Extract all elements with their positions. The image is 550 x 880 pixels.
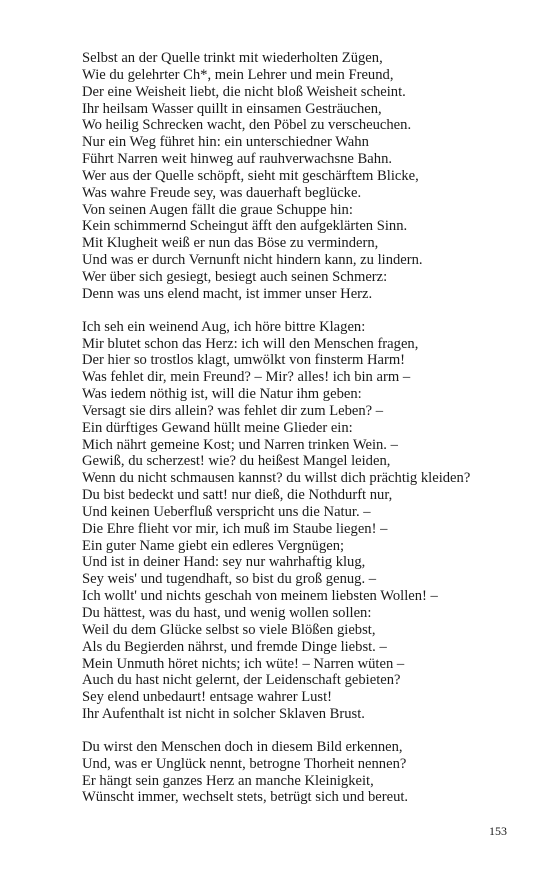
poem-line: Auch du hast nicht gelernt, der Leidenschaft gebieten? [82,672,401,689]
poem-line: Was fehlet dir, mein Freund? – Mir? alles! ich bin arm – [82,369,411,386]
poem-line: Und keinen Ueberfluß verspricht uns die Natur. – [82,503,371,520]
poem-line: Ihr Aufenthalt ist nicht in solcher Sklaven Brust. [82,706,365,723]
poem-line: Gewiß, du scherzest! wie? du heißest Mangel leiden, [82,453,391,470]
poem-line: Mit Klugheit weiß er nun das Böse zu vermindern, [82,235,379,252]
poem-line: Weil du dem Glücke selbst so viele Blößen giebst, [82,621,376,638]
poem-line: Sey weis' und tugendhaft, so bist du groß genug. – [82,571,377,588]
poem-line: Du hättest, was du hast, und wenig wollen sollen: [82,605,372,621]
poem-line: Ich wollt' und nichts geschah von meinem liebsten Wollen! – [82,588,438,605]
poem-line: Der eine Weisheit liebt, die nicht bloß Weisheit scheint. [82,83,406,100]
poem-text [82,50,542,822]
poem-line: Denn was uns elend macht, ist immer unser Herz. [82,285,373,302]
poem-line: Von seinen Augen fällt die graue Schuppe hin: [82,201,353,218]
stanza-1 [82,50,542,303]
poem-line: Du wirst den Menschen doch in diesem Bild erkennen, [82,738,403,755]
poem-line: Führt Narren weit hinweg auf rauhverwachsne Bahn. [82,151,393,168]
poem-line: Ein dürftiges Gewand hüllt meine Glieder ein: [82,419,353,436]
poem-line: Wer aus der Quelle schöpft, sieht mit geschärftem Blicke, [82,167,419,184]
poem-line: Wenn du nicht schmausen kannst? du willst dich prächtig kleiden? [82,470,471,487]
poem-line: Versagt sie dirs allein? was fehlet dir zum Leben? – [82,402,384,419]
poem-line: Und, was er Unglück nennt, betrogne Thorheit nennen? [82,755,407,772]
poem-line: Wünscht immer, wechselt stets, betrügt sich und bereut. [82,789,409,806]
poem-line: Ich seh ein weinend Aug, ich höre bittre Klagen: [82,318,366,335]
page-number: 153 [489,824,507,838]
poem-line: Selbst an der Quelle trinkt mit wiederholten Zügen, [82,50,383,66]
poem-line: Ein guter Name giebt ein edleres Vergnügen; [82,537,345,554]
poem-line: Als du Begierden nährst, und fremde Dinge liebst. – [82,638,387,655]
poem-line: Du bist bedeckt und satt! nur dieß, die Nothdurft nur, [82,487,393,504]
poem-line: Mir blutet schon das Herz: ich will den Menschen fragen, [82,335,419,352]
poem-line: Mich nährt gemeine Kost; und Narren trinken Wein. – [82,436,398,453]
poem-line: Sey elend unbedaurt! entsage wahrer Lust! [82,689,333,706]
poem-line: Was iedem nöthig ist, will die Natur ihm geben: [82,386,362,403]
poem-line: Wo heilig Schrecken wacht, den Pöbel zu verscheuchen. [82,117,412,134]
poem-line: Und ist in deiner Hand: sey nur wahrhaftig klug, [82,554,366,571]
poem-line: Und was er durch Vernunft nicht hindern kann, zu lindern. [82,252,423,269]
poem-line: Die Ehre flieht vor mir, ich muß im Staube liegen! – [82,520,388,537]
poem-line: Er hängt sein ganzes Herz an manche Kleinigkeit, [82,772,374,789]
stanza-2 [82,319,542,723]
poem-line: Nur ein Weg führet hin: ein unterschiedner Wahn [82,134,369,151]
poem-line: Wie du gelehrter Ch*, mein Lehrer und mein Freund, [82,66,394,83]
poem-line: Wer über sich gesiegt, besiegt auch seinen Schmerz: [82,268,388,285]
poem-line: Ihr heilsam Wasser quillt in einsamen Gesträuchen, [82,100,382,117]
poem-line: Was wahre Freude sey, was dauerhaft beglücke. [82,184,362,201]
poem-line: Der hier so trostlos klagt, umwölkt von finsterm Harm! [82,352,406,369]
poem-line: Kein schimmernd Scheingut äfft den aufgeklärten Sinn. [82,218,408,235]
stanza-3 [82,739,542,806]
poem-line: Mein Unmuth höret nichts; ich wüte! – Narren wüten – [82,655,405,672]
